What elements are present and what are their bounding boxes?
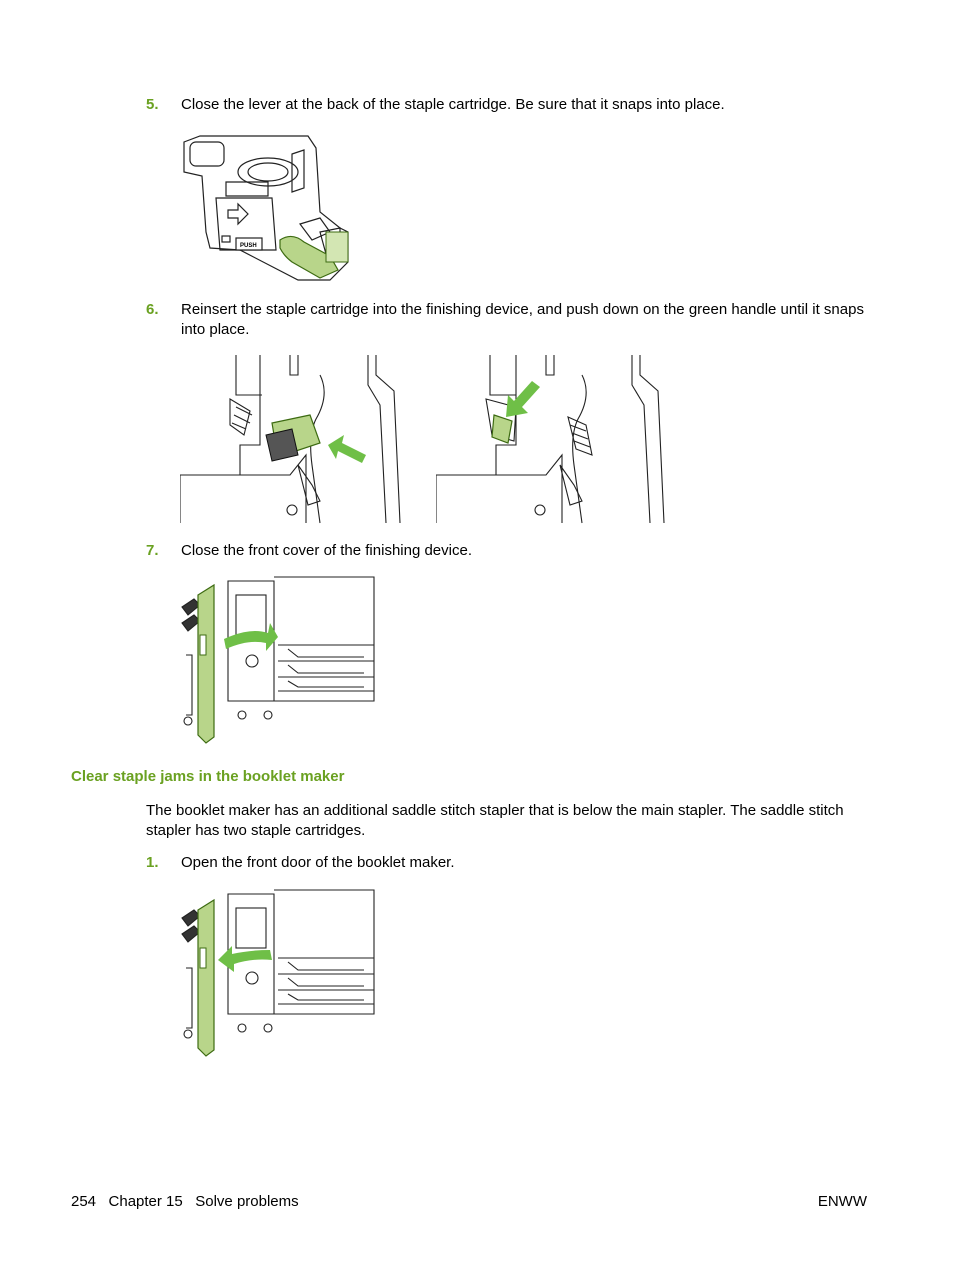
step-number: 6.	[146, 301, 159, 318]
footer-page-info: 254 Chapter 15 Solve problems	[71, 1193, 299, 1210]
step-number: 1.	[146, 854, 159, 871]
booklet-step-1	[146, 853, 876, 873]
push-label: PUSH	[240, 243, 257, 249]
close-front-cover-illustration	[178, 575, 378, 747]
step-text: Reinsert the staple cartridge into the finishing device, and push down on the green handle until it snaps into place.	[181, 301, 864, 338]
reinsert-cartridge-illustration-left	[180, 355, 402, 525]
step-number: 5.	[146, 96, 159, 113]
footer-doc-code: ENWW	[817, 1193, 867, 1210]
step-5	[146, 95, 876, 115]
open-front-door-illustration	[178, 888, 378, 1060]
step-text: Close the lever at the back of the staple cartridge. Be sure that it snaps into place.	[181, 96, 725, 113]
step-text: Close the front cover of the finishing device.	[181, 542, 472, 559]
reinsert-cartridge-illustration-right	[436, 355, 674, 525]
step-number: 7.	[146, 542, 159, 559]
step-7	[146, 541, 876, 561]
step-text: Open the front door of the booklet maker.	[181, 854, 455, 871]
section-intro: The booklet maker has an additional saddle stitch stapler that is below the main stapler. The saddle stitch stapler has two staple cartridges.	[146, 802, 844, 839]
staple-cartridge-illustration	[180, 132, 352, 282]
step-6	[146, 300, 876, 340]
section-heading: Clear staple jams in the booklet maker	[71, 768, 345, 785]
